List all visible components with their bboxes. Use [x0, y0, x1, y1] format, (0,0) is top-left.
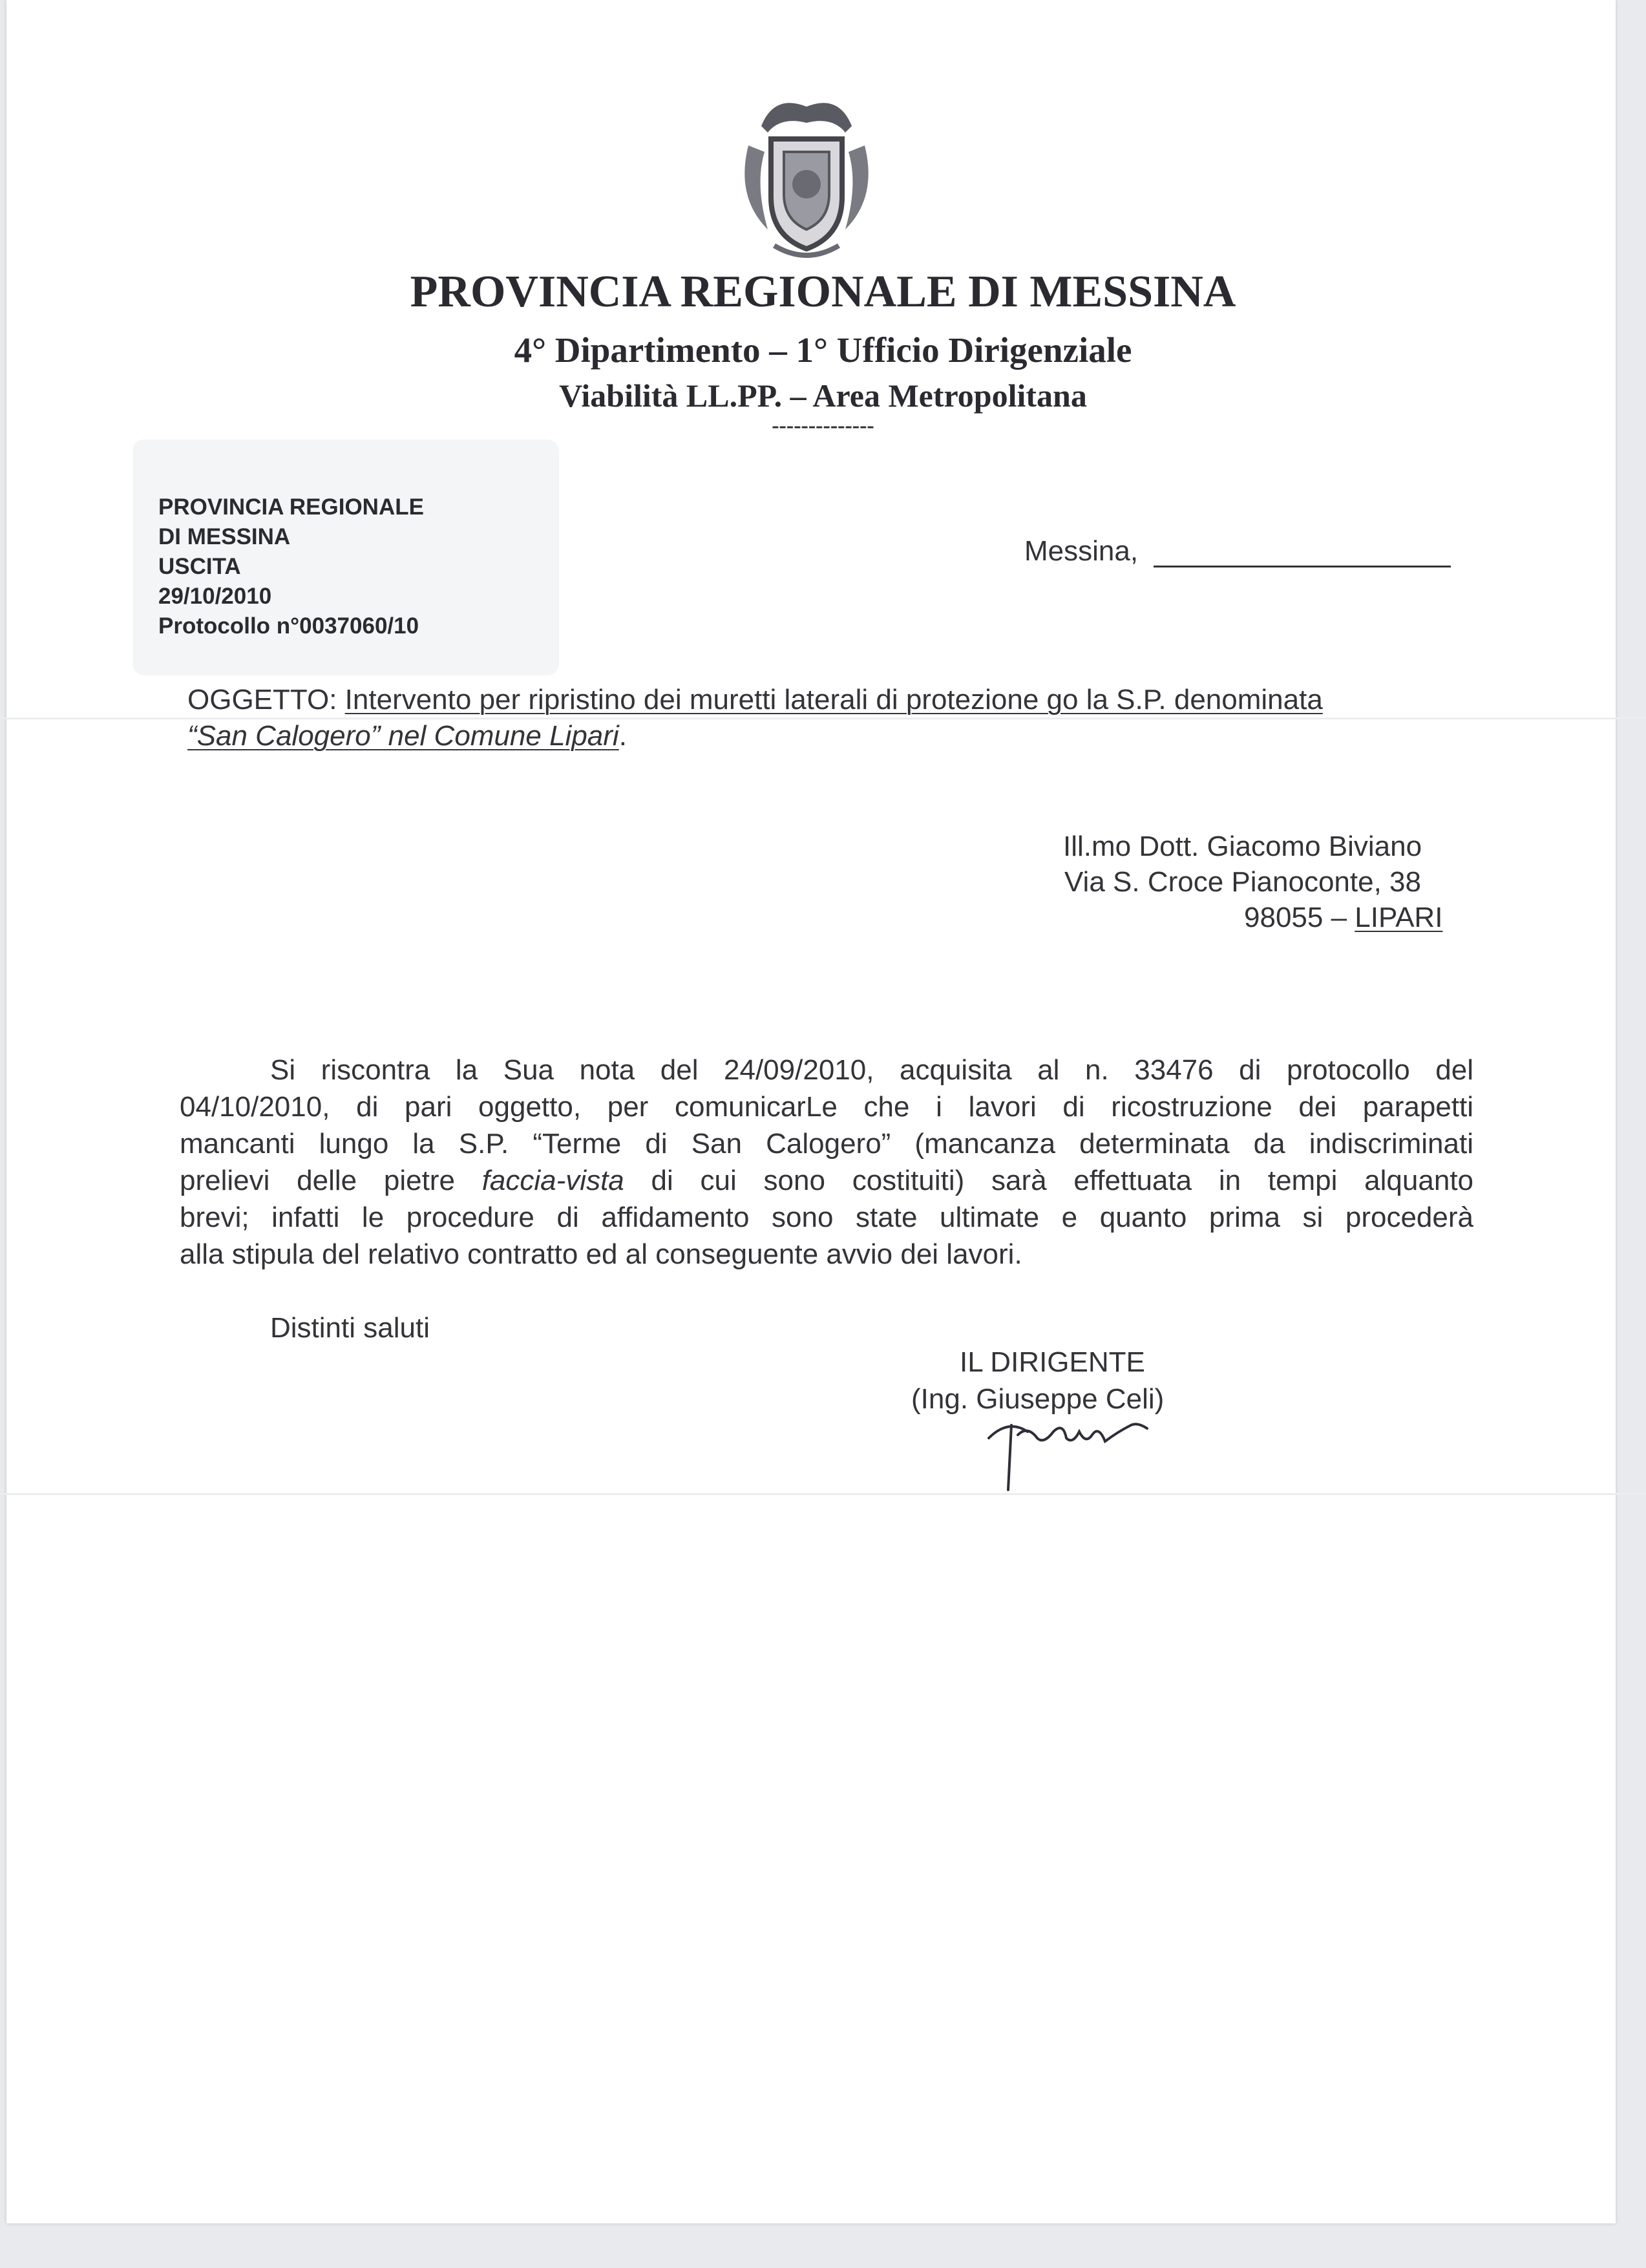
- subject-period: .: [618, 720, 627, 752]
- signatory-name: (Ing. Giuseppe Celi): [911, 1383, 1165, 1415]
- body-line: Si riscontra la Sua nota del 24/09/2010, acquisita al n. 33476 di protocollo del: [270, 1054, 1473, 1086]
- header-separator: --------------: [772, 414, 874, 438]
- signatory-title: IL DIRIGENTE: [960, 1346, 1145, 1378]
- protocol-stamp: [132, 440, 559, 675]
- body-italic: faccia-vista: [481, 1165, 624, 1196]
- stamp-line: DI MESSINA: [158, 524, 291, 549]
- subject-line-1: [187, 684, 1323, 716]
- body-line: 04/10/2010, di pari oggetto, per comunicarLe che i lavori di ricostruzione dei parapetti: [180, 1091, 1473, 1123]
- subject-text: Intervento per ripristino dei muretti laterali di protezione go la S.P. denominata: [344, 684, 1323, 715]
- area-title: Viabilità LL.PP. – Area Metropolitana: [559, 377, 1087, 414]
- body-line: alla stipula del relativo contratto ed al conseguente avvio dei lavori.: [180, 1238, 1022, 1270]
- place-label: Messina,: [1024, 535, 1139, 567]
- handwritten-signature: [982, 1406, 1215, 1496]
- stamp-line: PROVINCIA REGIONALE: [158, 494, 424, 520]
- body-text: di cui sono costituiti) sarà effettuata in tempi alquanto: [651, 1165, 1474, 1196]
- recipient-street: Via S. Croce Pianoconte, 38: [1064, 866, 1421, 898]
- stamp-line: USCITA: [158, 554, 241, 579]
- body-text: prelievi delle pietre: [180, 1165, 455, 1196]
- recipient-name: Ill.mo Dott. Giacomo Biviano: [1063, 831, 1422, 862]
- body-line: brevi; infatti le procedure di affidamento sono state ultimate e quanto prima si procederà: [180, 1202, 1473, 1233]
- stamp-protocol: Protocollo n°0037060/10: [158, 613, 419, 639]
- department-title: 4° Dipartimento – 1° Ufficio Dirigenziale: [514, 330, 1132, 370]
- recipient-city: LIPARI: [1355, 902, 1443, 933]
- closing: Distinti saluti: [270, 1312, 430, 1344]
- subject-label: OGGETTO:: [187, 684, 337, 715]
- body-line: [180, 1162, 1473, 1199]
- fold-line: [0, 717, 1646, 719]
- coat-of-arms-icon: [735, 87, 878, 262]
- fold-line: [0, 1493, 1646, 1495]
- recipient-postcode: 98055 –: [1244, 902, 1347, 933]
- recipient-city-line: [1244, 902, 1442, 934]
- subject-place: “San Calogero” nel Comune Lipari: [187, 720, 619, 752]
- subject-line-2: [187, 720, 627, 752]
- body-line: mancanti lungo la S.P. “Terme di San Calogero” (mancanza determinata da indiscriminati: [180, 1128, 1473, 1160]
- place-date: [1024, 535, 1451, 567]
- org-title: PROVINCIA REGIONALE DI MESSINA: [410, 267, 1236, 317]
- date-blank-line: [1154, 540, 1451, 567]
- stamp-date: 29/10/2010: [158, 584, 272, 609]
